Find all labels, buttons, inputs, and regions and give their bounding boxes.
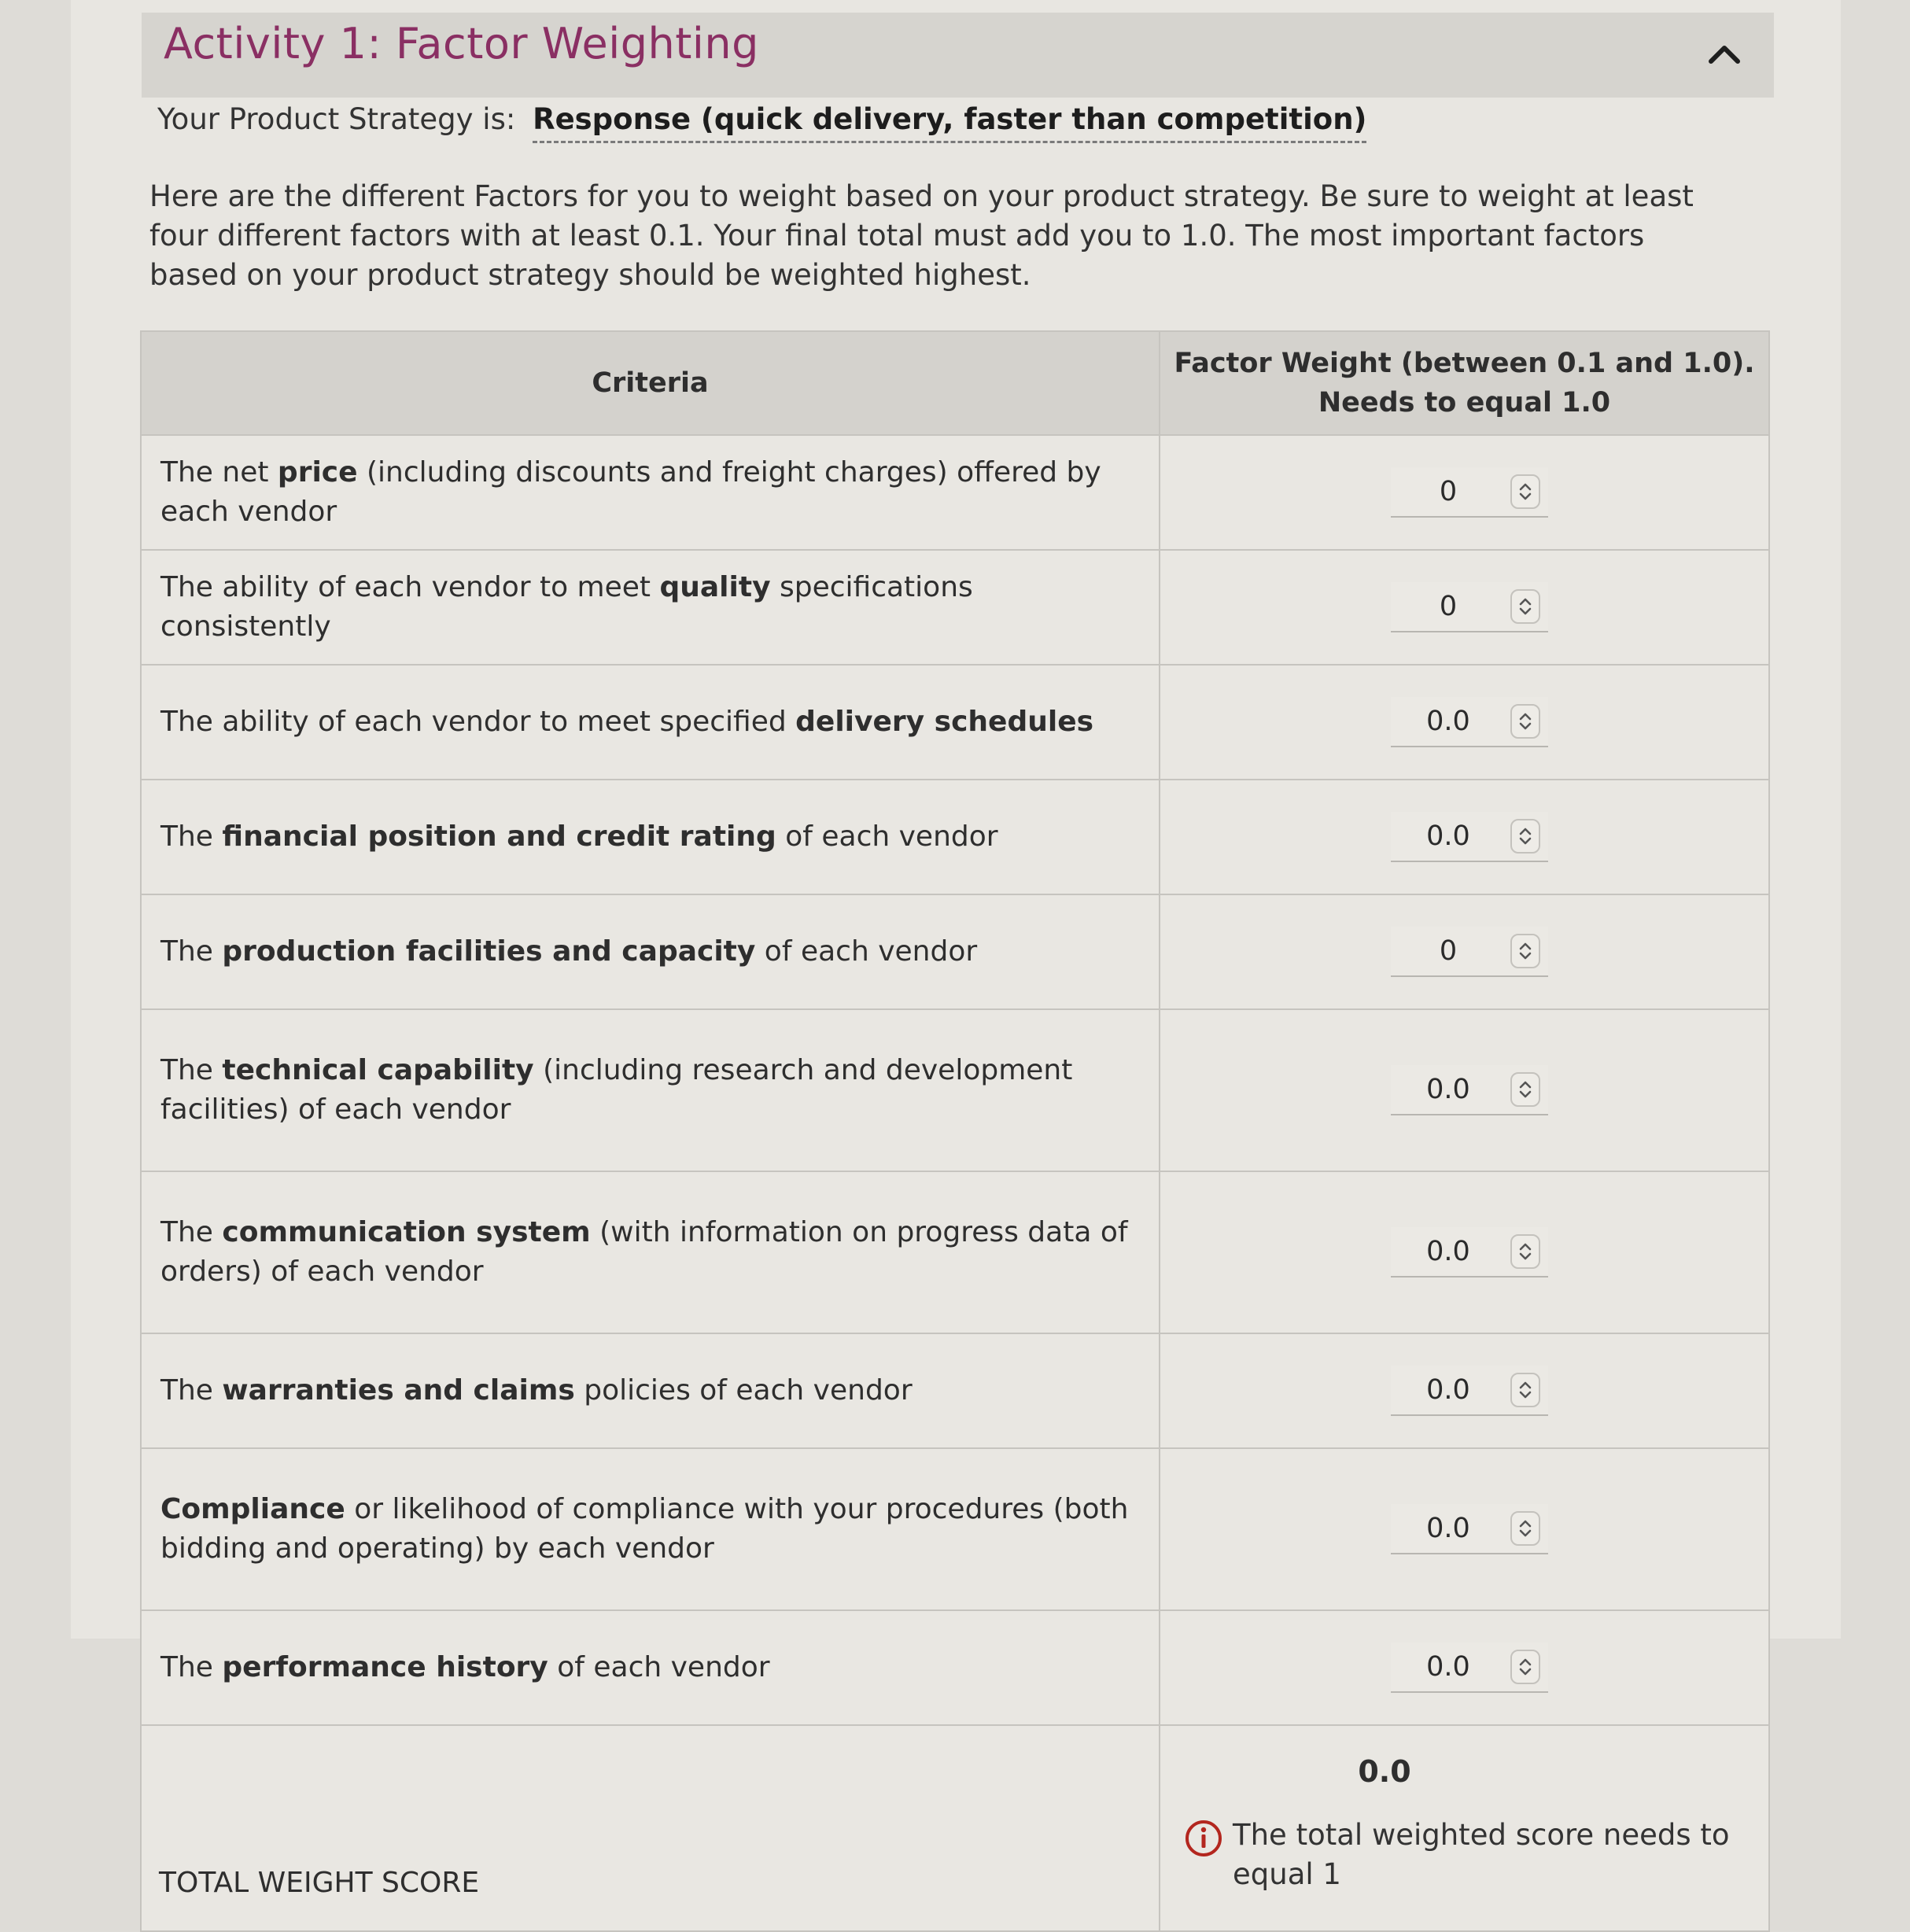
up-down-arrows-icon [1517,710,1533,733]
weight-stepper[interactable] [1510,1373,1540,1407]
up-down-arrows-icon [1517,1078,1533,1101]
weight-input[interactable] [1391,1366,1548,1416]
weight-cell [1160,665,1769,780]
weight-input[interactable] [1391,1065,1548,1115]
criteria-row [141,1171,1769,1333]
chevron-up-icon [1705,35,1744,74]
weight-input[interactable] [1391,927,1548,977]
criteria-row [141,1610,1769,1725]
criteria-text-post: of each vendor [776,820,998,853]
weight-stepper[interactable] [1510,1650,1540,1684]
criteria-text-post: (including discounts and freight charges) offered by each vendor [160,456,1101,528]
criteria-keyword: financial position and credit rating [222,820,776,853]
weight-value[interactable]: 0.0 [1426,1651,1470,1683]
criteria-text-post: of each vendor [755,935,978,968]
collapse-button[interactable] [1705,35,1744,74]
weight-value[interactable]: 0 [1439,476,1458,507]
up-down-arrows-icon [1517,1378,1533,1402]
criteria-text-pre: The [160,1651,223,1683]
criteria-text [141,894,1160,1009]
weight-cell [1160,1171,1769,1333]
weight-stepper[interactable] [1510,589,1540,624]
criteria-keyword: technical capability [222,1054,534,1086]
criteria-keyword: communication system [222,1216,591,1248]
total-validation-text: The total weighted score needs to equal 1 [1233,1818,1730,1891]
criteria-text [141,1171,1160,1333]
weight-value[interactable]: 0 [1439,935,1458,967]
up-down-arrows-icon [1517,595,1533,618]
weight-value[interactable]: 0.0 [1426,706,1470,737]
factor-weight-header-line1: Factor Weight (between 0.1 and 1.0). [1174,348,1755,379]
weight-cell [1160,1610,1769,1725]
total-validation-message [1184,1816,1745,1894]
criteria-text-pre: The [160,1374,223,1407]
criteria-text [141,780,1160,894]
criteria-text-post: policies of each vendor [574,1374,913,1407]
total-weight-cell [1160,1725,1769,1931]
weight-value[interactable]: 0.0 [1426,1513,1470,1544]
weight-value[interactable]: 0.0 [1426,1374,1470,1406]
criteria-text [141,1610,1160,1725]
weight-input[interactable] [1391,1643,1548,1693]
criteria-text-pre: The [160,1216,223,1248]
criteria-text-post: or likelihood of compliance with your procedures (both bidding and operating) by each vendor [160,1493,1129,1565]
criteria-keyword: performance history [222,1651,548,1683]
total-weight-score-label: TOTAL WEIGHT SCORE [141,1725,1160,1931]
criteria-row [141,1333,1769,1448]
weight-stepper[interactable] [1510,1072,1540,1107]
factor-weight-header [1160,331,1769,435]
criteria-row [141,1009,1769,1171]
up-down-arrows-icon [1517,939,1533,963]
activity-header[interactable] [142,13,1774,98]
criteria-text [141,1009,1160,1171]
criteria-keyword: warranties and claims [222,1374,575,1407]
criteria-header: Criteria [141,331,1160,435]
total-weight-value: 0.0 [1358,1754,1411,1789]
strategy-label: Your Product Strategy is: [157,102,516,136]
up-down-arrows-icon [1517,1655,1533,1679]
criteria-keyword: production facilities and capacity [222,935,756,968]
criteria-text [141,435,1160,550]
criteria-keyword: price [277,456,358,489]
up-down-arrows-icon [1517,1517,1533,1540]
weight-input[interactable] [1391,1227,1548,1278]
criteria-row [141,550,1769,665]
weight-value[interactable]: 0.0 [1426,1236,1470,1267]
criteria-text-pre: The [160,820,223,853]
weight-cell [1160,1009,1769,1171]
up-down-arrows-icon [1517,1240,1533,1263]
criteria-row [141,780,1769,894]
weight-stepper[interactable] [1510,704,1540,739]
weight-stepper[interactable] [1510,1511,1540,1546]
criteria-text-pre: The ability of each vendor to meet [160,571,660,603]
weight-cell [1160,780,1769,894]
weight-cell [1160,435,1769,550]
weight-input[interactable] [1391,582,1548,632]
weight-cell [1160,1333,1769,1448]
info-circle-icon [1184,1819,1223,1858]
criteria-row [141,435,1769,550]
criteria-row [141,1448,1769,1610]
factor-weight-header-line2: Needs to equal 1.0 [1318,387,1611,418]
up-down-arrows-icon [1517,480,1533,503]
product-strategy [157,102,1366,136]
weight-cell [1160,1448,1769,1610]
criteria-keyword: quality [659,571,771,603]
criteria-row [141,665,1769,780]
weight-input[interactable] [1391,697,1548,747]
criteria-text-post: specifications consistently [160,571,973,643]
factor-weight-table [140,330,1770,1932]
weight-input[interactable] [1391,1504,1548,1554]
criteria-text-post: of each vendor [548,1651,770,1683]
criteria-text-pre: The [160,935,223,968]
criteria-text-post: (including research and development facilities) of each vendor [160,1054,1073,1126]
activity-title: Activity 1: Factor Weighting [164,19,759,68]
criteria-keyword: Compliance [160,1493,345,1525]
total-row [141,1725,1769,1931]
criteria-rows [141,435,1769,1725]
instructions-text: Here are the different Factors for you to weight based on your product strategy. Be sure to weight at least four different factors with at least 0.1. Your final total must add you to 1.0. The most important factors based on your product strategy should be weighted highest. [149,179,1694,292]
criteria-text-pre: The [160,1054,223,1086]
weight-value[interactable]: 0 [1439,591,1458,622]
criteria-text [141,665,1160,780]
weight-value[interactable]: 0.0 [1426,820,1470,852]
criteria-text-post: (with information on progress data of orders) of each vendor [160,1216,1128,1288]
weight-input[interactable] [1391,812,1548,862]
strategy-value[interactable]: Response (quick delivery, faster than competition) [533,102,1366,143]
up-down-arrows-icon [1517,824,1533,848]
weight-cell [1160,550,1769,665]
weight-stepper[interactable] [1510,474,1540,509]
criteria-text-pre: The net [160,456,278,489]
weight-input[interactable] [1391,467,1548,518]
weight-stepper[interactable] [1510,819,1540,854]
criteria-row [141,894,1769,1009]
weight-cell [1160,894,1769,1009]
criteria-text [141,1333,1160,1448]
weight-stepper[interactable] [1510,934,1540,968]
criteria-text-pre: The ability of each vendor to meet specified [160,706,796,738]
criteria-text [141,550,1160,665]
weight-value[interactable]: 0.0 [1426,1074,1470,1105]
criteria-keyword: delivery schedules [795,706,1094,738]
criteria-text [141,1448,1160,1610]
weight-stepper[interactable] [1510,1234,1540,1269]
